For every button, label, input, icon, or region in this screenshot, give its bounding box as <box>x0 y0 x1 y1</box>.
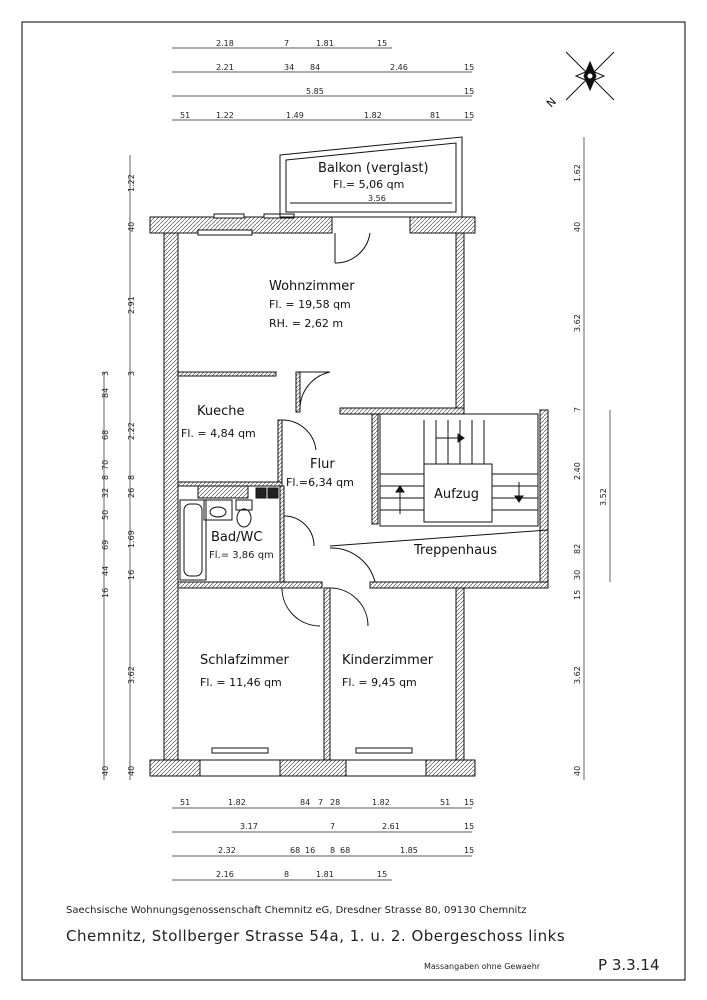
dim-label: 2.22 <box>127 422 136 440</box>
dim-label: 26 <box>127 487 136 498</box>
dim-label: 51 <box>180 111 191 120</box>
dim-label: 15 <box>377 870 388 879</box>
dim-label: 82 <box>573 543 582 554</box>
dim-label: 8 <box>127 474 136 480</box>
dim-label: 40 <box>127 221 136 232</box>
dim-label: 68 <box>101 429 110 440</box>
balkon-name: Balkon (verglast) <box>318 161 429 176</box>
schlafzimmer-area: Fl. = 11,46 qm <box>200 676 282 689</box>
dim-label: 81 <box>430 111 441 120</box>
dim-label: 8 <box>284 870 290 879</box>
dim-label: 7 <box>284 39 290 48</box>
dim-label: 8 <box>330 846 336 855</box>
dim-label: 84 <box>101 387 110 398</box>
balcony <box>280 137 462 217</box>
plan-number: P 3.3.14 <box>598 956 660 974</box>
dim-label: 70 <box>101 459 110 470</box>
dim-label: 34 <box>284 63 295 72</box>
dim-label: 2.46 <box>390 63 408 72</box>
dim-label: 51 <box>440 798 451 807</box>
dims-top <box>180 39 474 120</box>
dim-label: 3 <box>101 370 110 376</box>
dim-label: 16 <box>127 569 136 580</box>
dim-label: 15 <box>464 846 475 855</box>
dim-label: 1.82 <box>372 798 390 807</box>
dim-label: 15 <box>464 87 475 96</box>
dim-label: 3 <box>127 370 136 376</box>
dim-label: 16 <box>101 587 110 598</box>
dim-label: 15 <box>464 822 475 831</box>
dim-label: 1.22 <box>216 111 234 120</box>
dim-label: 30 <box>573 569 582 580</box>
wohnzimmer-area: Fl. = 19,58 qm <box>269 298 351 311</box>
bad-area: Fl.= 3,86 qm <box>209 550 274 561</box>
organization-line: Saechsische Wohnungsgenossenschaft Chemnitz eG, Dresdner Strasse 80, 09130 Chemnitz <box>66 905 527 916</box>
schlafzimmer-name: Schlafzimmer <box>200 653 289 668</box>
wohnzimmer-name: Wohnzimmer <box>269 279 355 294</box>
dim-label: 84 <box>300 798 311 807</box>
dim-label: 7 <box>318 798 324 807</box>
kinderzimmer-name: Kinderzimmer <box>342 653 434 668</box>
kinderzimmer-area: Fl. = 9,45 qm <box>342 676 417 689</box>
kueche-area: Fl. = 4,84 qm <box>181 427 256 440</box>
dim-label: 3.62 <box>127 666 136 684</box>
dim-label: 1.22 <box>127 174 136 192</box>
dim-label: 68 <box>340 846 351 855</box>
dim-label: 28 <box>330 798 341 807</box>
dim-label: 40 <box>127 765 136 776</box>
dim-label: 15 <box>464 111 475 120</box>
dim-label: 3.62 <box>573 666 582 684</box>
dim-label: 1.49 <box>286 111 304 120</box>
dim-label: 1.82 <box>364 111 382 120</box>
dim-label: 15 <box>573 589 582 600</box>
aufzug-name: Aufzug <box>434 487 480 502</box>
dim-label: 32 <box>101 487 110 498</box>
dim-label: 2.32 <box>218 846 236 855</box>
compass-north-label: N <box>543 95 559 111</box>
dim-label: 7 <box>330 822 336 831</box>
dim-label: 2.40 <box>573 462 582 480</box>
flur-area: Fl.=6,34 qm <box>286 476 354 489</box>
bad-name: Bad/WC <box>211 530 263 545</box>
dim-label: 2.61 <box>382 822 400 831</box>
dim-label: 1.62 <box>573 164 582 182</box>
staircase <box>380 414 538 526</box>
kueche-name: Kueche <box>197 404 245 419</box>
dim-label: 1.81 <box>316 870 334 879</box>
balkon-width: 3.56 <box>368 194 386 203</box>
dims-left <box>101 174 136 776</box>
dim-label: 3.62 <box>573 314 582 332</box>
dim-label: 2.91 <box>127 296 136 314</box>
dim-label: 44 <box>101 565 110 576</box>
dim-label: 51 <box>180 798 191 807</box>
dim-label: 1.69 <box>127 530 136 548</box>
dim-label: 1.85 <box>400 846 418 855</box>
dim-label: 40 <box>573 765 582 776</box>
dim-label: 69 <box>101 539 110 550</box>
dim-label: 40 <box>573 221 582 232</box>
treppenhaus-name: Treppenhaus <box>414 543 498 558</box>
dim-label: 84 <box>310 63 321 72</box>
dim-label: 15 <box>377 39 388 48</box>
dim-label: 2.18 <box>216 39 234 48</box>
compass-rose <box>566 52 614 100</box>
dim-label: 3.17 <box>240 822 258 831</box>
dim-label: 16 <box>305 846 316 855</box>
dim-label: 15 <box>464 798 475 807</box>
dim-label: 40 <box>101 765 110 776</box>
dim-label: 5.85 <box>306 87 324 96</box>
balkon-area: Fl.= 5,06 qm <box>333 178 405 191</box>
address-title: Chemnitz, Stollberger Strasse 54a, 1. u. 2. Obergeschoss links <box>66 927 566 945</box>
dim-label: 1.81 <box>316 39 334 48</box>
wohnzimmer-height: RH. = 2,62 m <box>269 317 344 330</box>
dims-bottom <box>180 798 474 879</box>
flur-name: Flur <box>310 457 335 472</box>
dim-label: 8 <box>101 474 110 480</box>
dim-label: 68 <box>290 846 301 855</box>
dim-label: 3.52 <box>599 488 608 506</box>
dim-label: 1.82 <box>228 798 246 807</box>
dim-label: 50 <box>101 509 110 520</box>
dim-label: 2.16 <box>216 870 234 879</box>
disclaimer: Massangaben ohne Gewaehr <box>424 962 541 971</box>
dim-label: 7 <box>573 406 582 412</box>
dim-label: 15 <box>464 63 475 72</box>
dim-label: 2.21 <box>216 63 234 72</box>
dims-right <box>573 164 608 776</box>
